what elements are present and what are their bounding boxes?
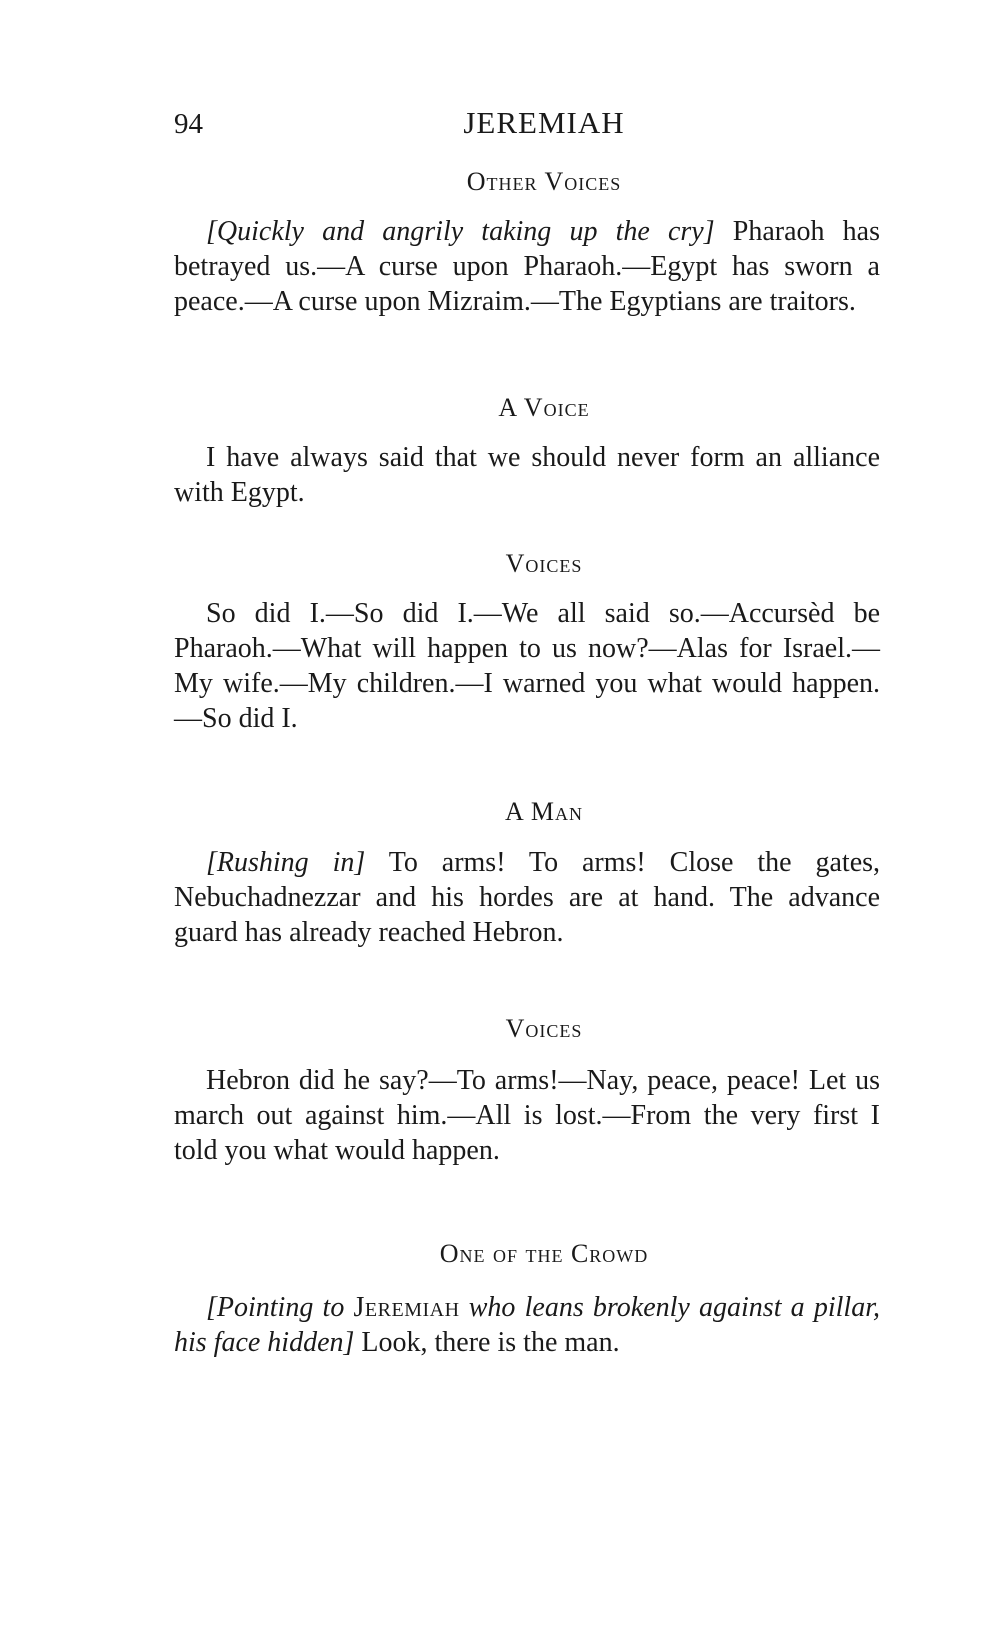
speech-text: To arms! To arms! Close the gates, Nebuchadnezzar and his hordes are at hand. The advance guard has already reached Hebron. xyxy=(174,847,881,948)
stage-direction: [Rushing in] xyxy=(206,847,366,878)
speaker-heading: A Man xyxy=(505,797,583,826)
speech-paragraph xyxy=(174,596,880,736)
speech-paragraph xyxy=(174,1063,880,1168)
speaker-heading: Voices xyxy=(505,1014,583,1043)
speech-text: So did I.—So did I.—We all said so.—Accursèd be Pharaoh.—What will happen to us now?—Alas for Israel.—My wife.—My children.—I warned you what would happen.—So did I. xyxy=(174,598,880,734)
page-number: 94 xyxy=(174,108,203,140)
speech-text: Pharaoh has betrayed us.—A curse upon Pharaoh.—Egypt has sworn a peace.—A curse upon Mizraim.—The Egyptians are traitors. xyxy=(174,216,880,317)
speech-text: Look, there is the man. xyxy=(361,1327,620,1358)
speaker-heading: One of the Crowd xyxy=(439,1239,649,1268)
stage-direction: [Quickly and angrily taking up the cry] xyxy=(206,216,715,247)
speaker-heading: A Voice xyxy=(498,393,590,422)
speech-text: I have always said that we should never form an alliance with Egypt. xyxy=(174,442,880,508)
character-name: Jeremiah xyxy=(353,1292,460,1323)
speech-paragraph xyxy=(174,214,880,319)
speaker-heading: Other Voices xyxy=(466,167,622,196)
speech-paragraph xyxy=(174,845,880,950)
speech-paragraph xyxy=(174,440,880,510)
stage-direction: who leans brokenly against a pillar, his face hidden] xyxy=(174,1292,881,1358)
speech-paragraph xyxy=(174,1290,880,1360)
speaker-heading: Voices xyxy=(505,549,583,578)
speech-text: Hebron did he say?—To arms!—Nay, peace, peace! Let us march out against him.—All is lost.—From the very first I told you what would happen. xyxy=(174,1065,880,1166)
stage-direction: [Pointing to xyxy=(206,1292,345,1323)
running-title: JEREMIAH xyxy=(463,105,625,140)
